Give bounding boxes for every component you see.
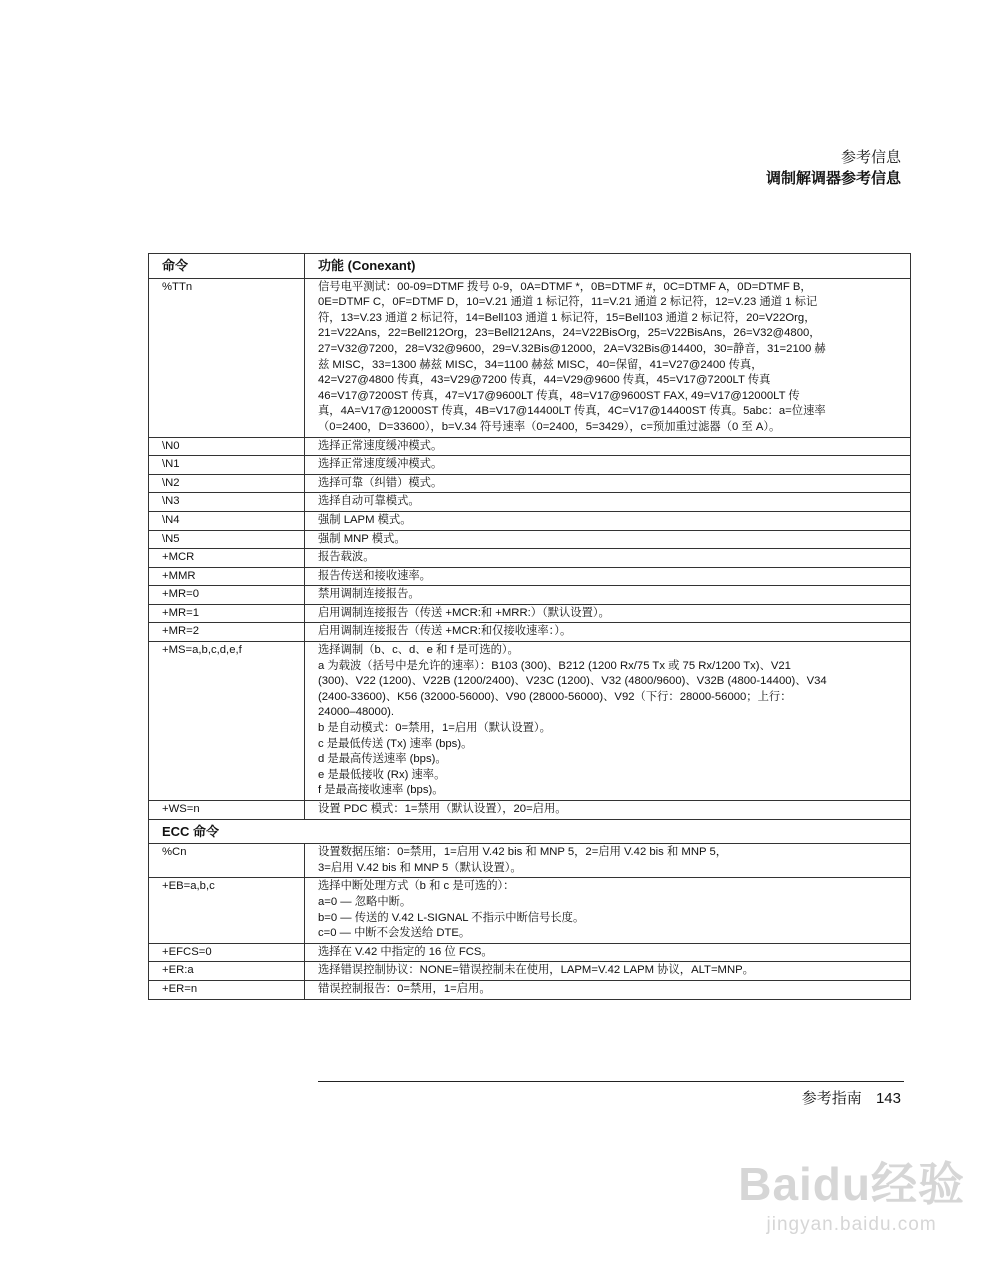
description-line: 设置数据压缩：0=禁用，1=启用 V.42 bis 和 MNP 5，2=启用 V.42 bis 和 MNP 5，	[318, 846, 728, 859]
table-row	[149, 943, 911, 962]
description-line: 3=启用 V.42 bis 和 MNP 5（默认设置）。	[318, 861, 522, 874]
description-line: b 是自动模式：0=禁用，1=启用（默认设置）。	[318, 722, 551, 735]
command-cell: %Cn	[149, 844, 305, 878]
description-line: 46=V17@7200ST 传真，47=V17@9600LT 传真，48=V17@9600ST FAX, 49=V17@12000LT 传	[318, 389, 800, 402]
description-line: 符，13=V.23 通道 2 标记符，14=Bell103 通道 1 标记符，15=Bell103 通道 2 标记符，20=V22Org，	[318, 311, 816, 324]
description-line: e 是最低接收 (Rx) 速率。	[318, 768, 446, 781]
command-cell: +MCR	[149, 549, 305, 568]
description-line: a 为载波（括号中是允许的速率）：B103 (300)、B212 (1200 Rx/75 Tx 或 75 Rx/1200 Tx)、V21	[318, 659, 791, 672]
description-line: 27=V32@7200，28=V32@9600，29=V.32Bis@12000，2A=V32Bis@14400，30=静音，31=2100 赫	[318, 342, 826, 355]
description-line: 禁用调制连接报告。	[318, 588, 420, 601]
description-cell	[305, 567, 911, 586]
table-row	[149, 623, 911, 642]
table-row	[149, 549, 911, 568]
command-cell: \N5	[149, 530, 305, 549]
command-cell: +MMR	[149, 567, 305, 586]
description-cell	[305, 278, 911, 437]
description-line: 24000–48000).	[318, 706, 395, 719]
description-line: 选择错误控制协议：NONE=错误控制未在使用，LAPM=V.42 LAPM 协议，ALT=MNP。	[318, 964, 754, 977]
description-line: 设置 PDC 模式：1=禁用（默认设置），20=启用。	[318, 803, 567, 815]
description-line: 0E=DTMF C，0F=DTMF D，10=V.21 通道 1 标记符，11=V.21 通道 2 标记符，12=V.23 通道 1 标记	[318, 296, 818, 309]
description-cell	[305, 844, 911, 878]
description-cell	[305, 604, 911, 623]
description-line: 错误控制报告：0=禁用，1=启用。	[318, 982, 491, 995]
description-line: a=0 — 忽略中断。	[318, 895, 412, 908]
description-line: f 是最高接收速率 (bps)。	[318, 784, 444, 797]
header-title: 调制解调器参考信息	[765, 170, 901, 187]
description-line: (2400-33600)、K56 (32000-56000)、V90 (28000-56000)、V92（下行：28000-56000；上行：	[318, 690, 792, 703]
description-line: 启用调制连接报告（传送 +MCR:和仅接收速率：）。	[318, 625, 572, 638]
command-cell: %TTn	[149, 278, 305, 437]
column-header-function: 功能 (Conexant)	[305, 254, 911, 279]
command-cell: +MR=1	[149, 604, 305, 623]
table-row	[149, 567, 911, 586]
watermark-url: jingyan.baidu.com	[766, 1214, 937, 1235]
description-line: (300)、V22 (1200)、V22B (1200/2400)、V23C (1200)、V32 (4800/9600)、V32B (4800-14400)、V34	[318, 675, 827, 688]
watermark-logo: Baidu经验	[738, 1158, 965, 1210]
description-line: c 是最低传送 (Tx) 速率 (bps)。	[318, 737, 473, 750]
description-cell	[305, 586, 911, 605]
table-row	[149, 604, 911, 623]
table-row	[149, 878, 911, 943]
table-header-row	[149, 254, 911, 279]
description-cell	[305, 530, 911, 549]
section-title: ECC 命令	[149, 819, 911, 844]
table-row	[149, 642, 911, 801]
section-row	[149, 819, 911, 844]
table-row	[149, 493, 911, 512]
description-cell	[305, 623, 911, 642]
description-line: 信号电平测试：00-09=DTMF 拨号 0-9，0A=DTMF *，0B=DTMF #，0C=DTMF A，0D=DTMF B，	[318, 280, 812, 293]
description-line: 报告载波。	[318, 551, 375, 564]
description-cell	[305, 642, 911, 801]
description-cell	[305, 962, 911, 981]
command-cell: \N4	[149, 511, 305, 530]
table-body	[149, 278, 911, 999]
command-cell: +EFCS=0	[149, 943, 305, 962]
table-row	[149, 586, 911, 605]
command-cell: +EB=a,b,c	[149, 878, 305, 943]
page-number: 143	[875, 1090, 901, 1107]
command-cell: \N1	[149, 456, 305, 475]
description-cell	[305, 878, 911, 943]
table-row	[149, 278, 911, 437]
table-row	[149, 844, 911, 878]
description-line: 强制 MNP 模式。	[318, 532, 406, 545]
command-cell: +MR=0	[149, 586, 305, 605]
description-line: 选择调制（b、c、d、e 和 f 是可选的）。	[318, 644, 519, 657]
footer-label: 参考指南	[801, 1089, 862, 1107]
table-row	[149, 530, 911, 549]
command-cell: \N0	[149, 437, 305, 456]
description-line: b=0 — 传送的 V.42 L-SIGNAL 不指示中断信号长度。	[318, 911, 585, 924]
description-line: 选择正常速度缓冲模式。	[318, 458, 443, 471]
description-cell	[305, 943, 911, 962]
description-line: （0=2400，D=33600），b=V.34 符号速率（0=2400，5=3429），c=预加重过滤器（0 至 A）。	[318, 420, 781, 433]
description-line: 选择在 V.42 中指定的 16 位 FCS。	[318, 945, 493, 958]
footer	[802, 1087, 901, 1108]
command-cell: \N3	[149, 493, 305, 512]
table-row	[149, 962, 911, 981]
description-line: 强制 LAPM 模式。	[318, 513, 412, 526]
footer-rule	[318, 1081, 904, 1082]
table-row	[149, 474, 911, 493]
description-line: 真，4A=V17@12000ST 传真，4B=V17@14400LT 传真，4C=V17@14400ST 传真。5abc：a=位速率	[318, 405, 826, 418]
table-row	[149, 980, 911, 999]
description-line: 报告传送和接收速率。	[318, 569, 431, 582]
description-cell	[305, 493, 911, 512]
description-line: 选择中断处理方式（b 和 c 是可选的）：	[318, 880, 515, 893]
description-cell	[305, 456, 911, 475]
command-cell: +ER=n	[149, 980, 305, 999]
description-cell	[305, 474, 911, 493]
description-cell	[305, 801, 911, 820]
command-cell: +ER:a	[149, 962, 305, 981]
watermark	[738, 1148, 965, 1236]
command-cell: \N2	[149, 474, 305, 493]
description-cell	[305, 437, 911, 456]
description-line: c=0 — 中断不会发送给 DTE。	[318, 927, 471, 940]
column-header-command: 命令	[149, 254, 305, 279]
description-line: 选择正常速度缓冲模式。	[318, 439, 443, 452]
description-line: 选择可靠（纠错）模式。	[318, 476, 443, 489]
command-cell: +WS=n	[149, 801, 305, 820]
description-line: 选择自动可靠模式。	[318, 495, 420, 508]
table-row	[149, 511, 911, 530]
table-row	[149, 437, 911, 456]
description-line: 42=V27@4800 传真，43=V29@7200 传真，44=V29@9600 传真，45=V17@7200LT 传真	[318, 374, 771, 387]
description-line: 21=V22Ans，22=Bell212Org，23=Bell212Ans，24=V22BisOrg，25=V22BisAns，26=V32@4800，	[318, 327, 821, 340]
table-row	[149, 456, 911, 475]
description-line: 启用调制连接报告（传送 +MCR:和 +MRR:）（默认设置）。	[318, 606, 610, 619]
description-cell	[305, 980, 911, 999]
command-cell: +MS=a,b,c,d,e,f	[149, 642, 305, 801]
description-cell	[305, 511, 911, 530]
table-row	[149, 801, 911, 820]
description-line: d 是最高传送速率 (bps)。	[318, 753, 447, 766]
description-line: 兹 MISC，33=1300 赫兹 MISC，34=1100 赫兹 MISC，40=保留，41=V27@2400 传真，	[318, 358, 763, 371]
header-section: 参考信息	[840, 148, 901, 166]
description-cell	[305, 549, 911, 568]
command-table	[148, 253, 911, 1000]
command-cell: +MR=2	[149, 623, 305, 642]
